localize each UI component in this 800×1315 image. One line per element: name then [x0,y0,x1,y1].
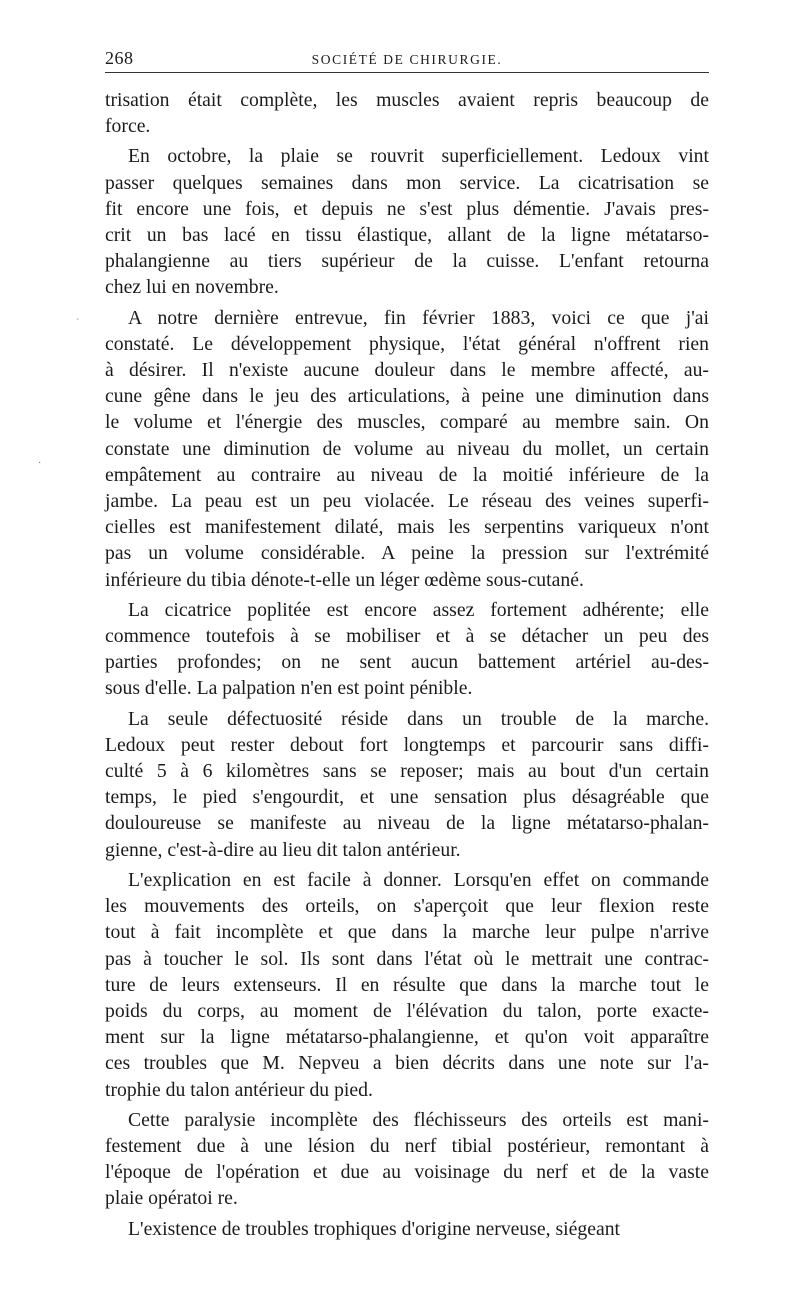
text-line: passer quelques semaines dans mon service. La cicatrisation se [105,171,709,194]
text-line: trophie du talon antérieur du pied. [105,1078,373,1101]
text-line: empâtement au contraire au niveau de la moitié inférieure de la [105,463,709,486]
text-line: trisation était complète, les muscles avaient repris beaucoup de [105,89,709,111]
paragraph [105,706,709,863]
text-line: pas à toucher le sol. Ils sont dans l'état où le mettrait une contrac- [105,947,709,970]
text-line: ture de leurs extenseurs. Il en résulte que dans la marche tout le [105,973,709,996]
text-line: cune gêne dans le jeu des articulations, à peine une diminution dans [105,385,709,408]
text-line: crit un bas lacé en tissu élastique, allant de la ligne métatarso- [105,224,709,247]
text-line: inférieure du tibia dénote-t-elle un léger œdème sous-cutané. [105,568,584,591]
paragraph [105,597,709,702]
text-line: ces troubles que M. Nepveu a bien décrits dans une note sur l'a- [105,1052,709,1075]
text-line: En octobre, la plaie se rouvrit superficiellement. Ledoux vint [128,145,709,168]
text-line: festement due à une lésion du nerf tibial postérieur, remontant à [105,1134,709,1157]
text-line: L'existence de troubles trophiques d'origine nerveuse, siégeant [128,1217,621,1240]
page-number: 268 [105,48,134,68]
margin-speck: · [38,458,42,469]
text-line: culté 5 à 6 kilomètres sans se reposer; mais au bout d'un certain [105,760,709,783]
text-line: phalangienne au tiers supérieur de la cuisse. L'enfant retourna [105,250,709,273]
text-line: pas un volume considérable. A peine la pression sur l'extrémité [105,542,709,565]
paragraph [105,143,709,300]
text-line: commence toutefois à se mobiliser et à se détacher un peu des [105,625,709,648]
text-line: douloureuse se manifeste au niveau de la ligne métatarso-phalan- [105,812,709,835]
margin-speck: ˋ [76,318,80,329]
text-line: constaté. Le développement physique, l'état général n'offrent rien [105,332,709,355]
text-line: à désirer. Il n'existe aucune douleur dans le membre affecté, au- [105,359,709,382]
text-line: Ledoux peut rester debout fort longtemps et parcourir sans diffi- [105,733,709,756]
text-line: l'époque de l'opération et due au voisinage du nerf et de la vaste [105,1161,709,1184]
text-line: force. [105,115,151,138]
text-line: La cicatrice poplitée est encore assez fortement adhérente; elle [128,598,709,621]
text-line: constate une diminution de volume au niveau du mollet, un certain [105,437,709,460]
text-line: sous d'elle. La palpation n'en est point pénible. [105,677,473,700]
text-line: le volume et l'énergie des muscles, comparé au membre sain. On [105,411,709,434]
text-line: parties profondes; on ne sent aucun battement artériel au-des- [105,651,709,674]
text-line: gienne, c'est-à-dire au lieu dit talon antérieur. [105,838,461,861]
text-line: poids du corps, au moment de l'élévation du talon, porte exacte- [105,999,709,1022]
text-line: jambe. La peau est un peu violacée. Le réseau des veines superfi- [105,490,709,513]
text-line: les mouvements des orteils, on s'aperçoit que leur flexion reste [105,895,709,918]
body-text [105,87,709,1242]
paragraph [105,1107,709,1212]
paragraph [105,305,709,593]
text-line: Cette paralysie incomplète des fléchisseurs des orteils est mani- [128,1108,709,1131]
text-line: ment sur la ligne métatarso-phalangienne, et qu'on voit apparaître [105,1026,709,1049]
text-line: cielles est manifestement dilaté, mais les serpentins variqueux n'ont [105,516,709,539]
text-line: fit encore une fois, et depuis ne s'est plus démentie. J'avais pres- [105,197,709,220]
text-line: chez lui en novembre. [105,276,279,299]
paragraph [105,87,709,139]
text-line: temps, le pied s'engourdit, et une sensation plus désagréable que [105,786,709,809]
book-page [105,42,709,1242]
text-line: plaie opératoi re. [105,1187,238,1210]
running-head: SOCIÉTÉ DE CHIRURGIE. [311,52,503,67]
text-line: tout à fait incomplète et que dans la marche leur pulpe n'arrive [105,921,709,944]
page-header [105,42,709,73]
text-line: A notre dernière entrevue, fin février 1883, voici ce que j'ai [128,306,709,329]
paragraph [105,1216,709,1242]
text-line: L'explication en est facile à donner. Lorsqu'en effet on commande [128,868,709,891]
text-line: La seule défectuosité réside dans un trouble de la marche. [128,707,709,730]
paragraph [105,867,709,1103]
